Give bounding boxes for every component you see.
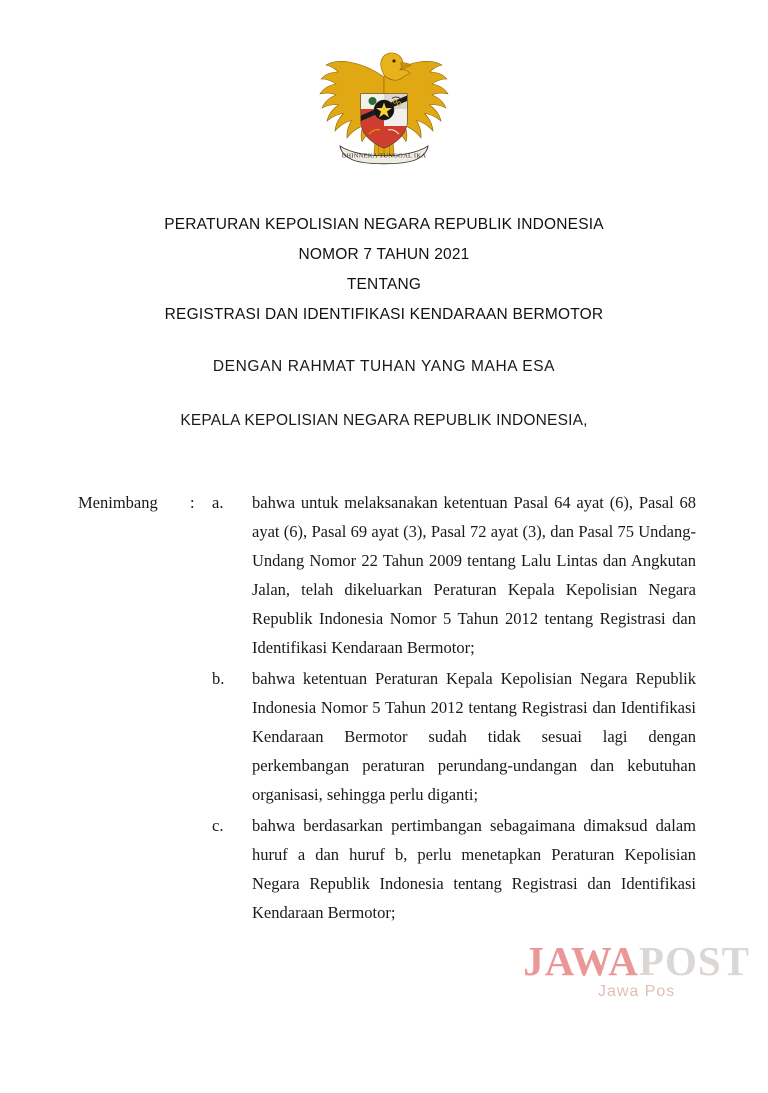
clause-item [212,811,696,927]
garuda-pancasila-emblem [309,46,459,172]
title-line-about: TENTANG [346,276,422,293]
emblem-container [0,0,768,172]
clause-text: bahwa ketentuan Peraturan Kepala Kepolisian Negara Republik Indonesia Nomor 5 Tahun 2012 tentang Registrasi dan Identifikasi Kendaraan Bermotor sudah tidak sesuai lagi dengan perkembangan peraturan perundang-undangan dan kebutuhan organisasi, sehingga perlu diganti; [252,669,696,804]
clause-text: bahwa untuk melaksanakan ketentuan Pasal 64 ayat (6), Pasal 68 ayat (6), Pasal 69 ayat (3), Pasal 72 ayat (3), dan Pasal 75 Undang-Undang Nomor 22 Tahun 2009 tentang Lalu Lintas dan Angkutan Jalan, telah dikeluarkan Peraturan Kepala Kepolisian Negara Republik Indonesia Nomor 5 Tahun 2012 tentang Registrasi dan Identifikasi Kendaraan Bermotor; [252,493,696,657]
clause-item [212,664,696,809]
clause-marker: a. [212,493,224,512]
clause-text: bahwa berdasarkan pertimbangan sebagaimana dimaksud dalam huruf a dan huruf b, perlu menetapkan Peraturan Kepolisian Negara Republik Indonesia tentang Registrasi dan Identifikasi Kendaraan Bermotor; [252,816,696,922]
watermark [523,938,750,1001]
title-line-regulation: PERATURAN KEPOLISIAN NEGARA REPUBLIK INDONESIA [164,216,604,233]
invocation-line: DENGAN RAHMAT TUHAN YANG MAHA ESA [212,358,556,375]
clause-marker: b. [212,669,225,688]
clause-marker: c. [212,816,224,835]
document-title-block [0,210,768,330]
watermark-main [523,938,750,984]
considering-section [0,488,768,929]
svg-text:BHINNEKA TUNGGAL IKA: BHINNEKA TUNGGAL IKA [341,152,427,160]
authority-line: KEPALA KEPOLISIAN NEGARA REPUBLIK INDONESIA, [180,412,588,429]
considering-colon: : [190,493,195,512]
considering-items [212,488,696,929]
watermark-sub: Jawa Pos [597,983,676,1000]
title-line-number: NOMOR 7 TAHUN 2021 [298,246,470,263]
watermark-main-second: POST [638,938,750,984]
clause-item [212,488,696,662]
title-line-subject: REGISTRASI DAN IDENTIFIKASI KENDARAAN BERMOTOR [164,306,604,323]
watermark-main-first: JAWA [523,938,639,984]
considering-label: Menimbang [78,493,158,512]
